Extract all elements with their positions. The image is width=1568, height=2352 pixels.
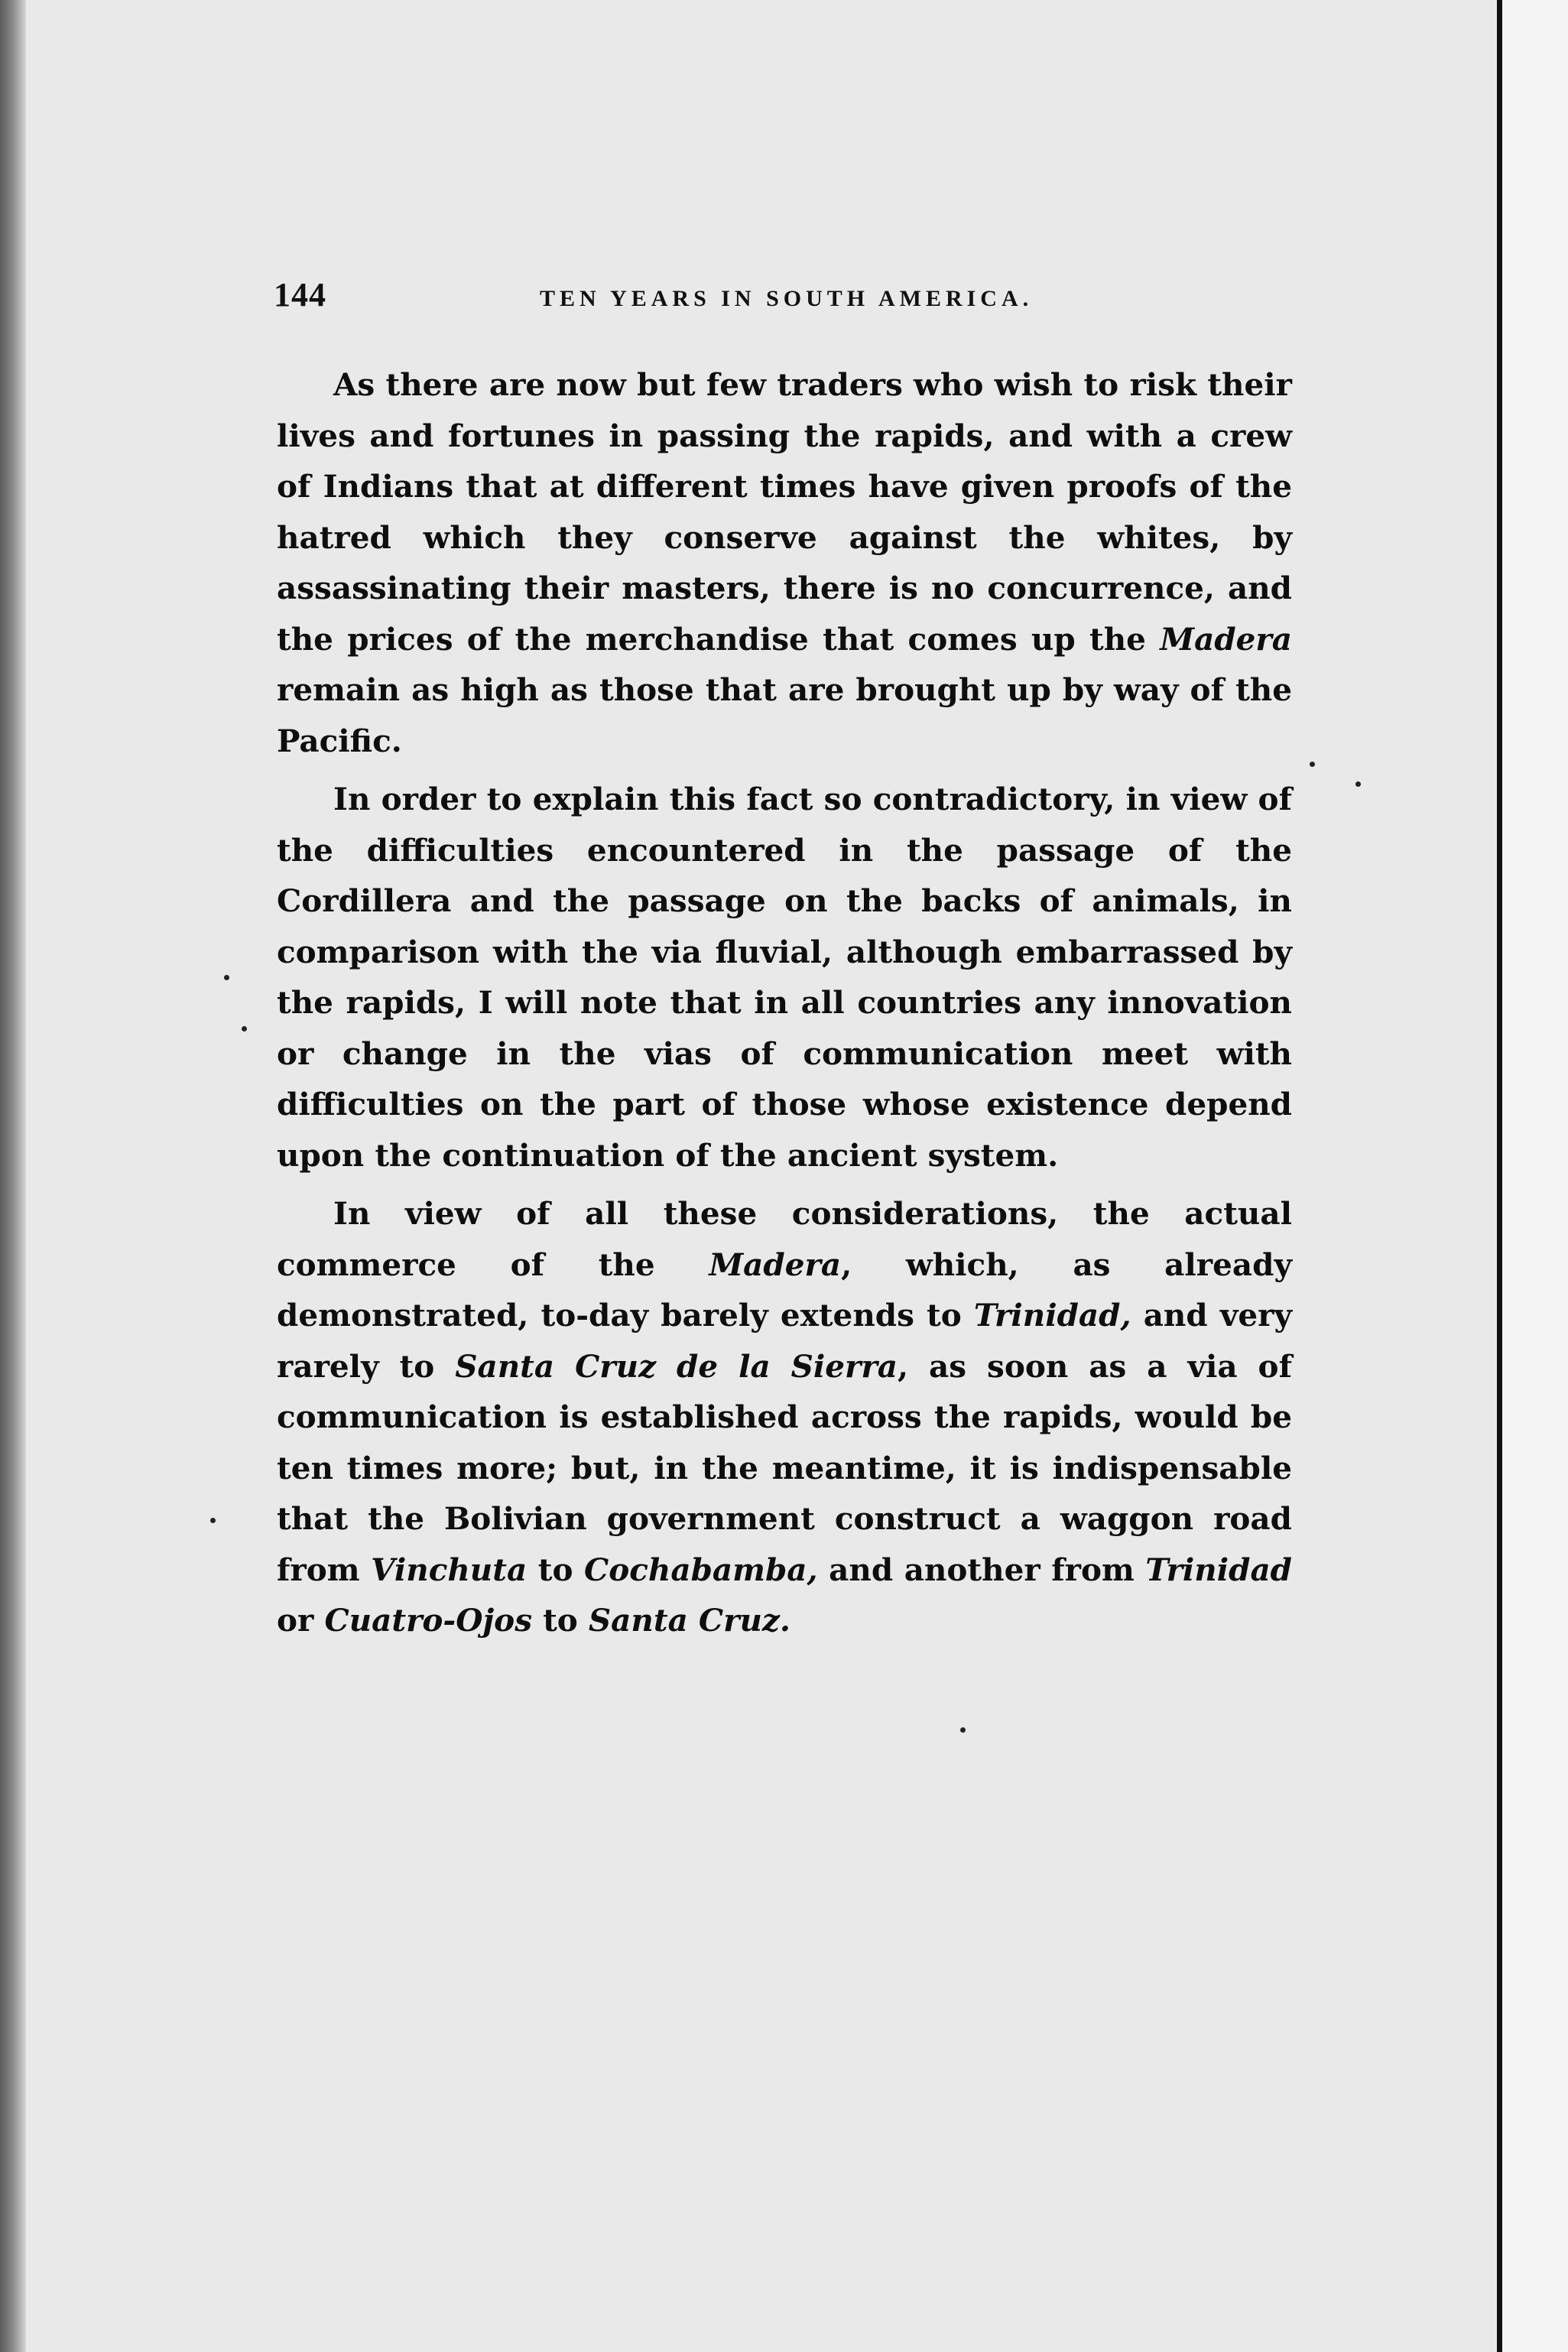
paragraph-3-italic-cuatro-ojos: Cuatro-Ojos	[324, 1602, 532, 1639]
running-title: TEN YEARS IN SOUTH AMERICA.	[540, 286, 1034, 311]
paragraph-3-text-5: to	[527, 1551, 584, 1588]
page-edge-line	[1497, 0, 1502, 2352]
paragraph-3-italic-madera: Madera	[709, 1246, 842, 1283]
paragraph-2-text-1: In order to explain this fact so contradictory, in view of the difficulties encountered in the passage of the Cordillera and the passage on the backs of animals, in comparison with the via fluvial, although embarrassed by the rapids, I will note that in all countries any innovation or change in the vias of communication meet with difficulties on the part of those whose existence depend upon the continuation of the ancient system.	[277, 781, 1292, 1174]
paragraph-3-text-6: and another from	[817, 1551, 1146, 1588]
paragraph-3-text-2: , which, as already demonstrated, to-day barely extends to	[277, 1246, 1292, 1334]
paragraph-3-text-8: to	[532, 1602, 589, 1639]
print-speck	[224, 975, 229, 980]
paragraph-1-italic-madera: Madera	[1160, 620, 1292, 658]
print-speck	[242, 1026, 247, 1031]
paragraph-1	[277, 359, 1292, 766]
page-number: 144	[274, 276, 326, 313]
page-header	[274, 275, 1298, 321]
paragraph-3-italic-santa-cruz-de-la-sierra: Santa Cruz de la Sierra	[455, 1347, 898, 1385]
print-speck	[1355, 781, 1361, 787]
paragraph-3-text-4: , as soon as a via of communication is established across the rapids, would be ten times more; but, in the meantime, it is indispensable that the Bolivian government construct a waggon road from	[277, 1347, 1292, 1588]
print-speck	[210, 1518, 216, 1523]
right-margin	[1497, 0, 1568, 2352]
paragraph-2	[277, 774, 1292, 1181]
paragraph-3-text-7: or	[277, 1602, 325, 1639]
paragraph-3	[277, 1188, 1292, 1646]
paragraph-1-text-1: As there are now but few traders who wish to risk their lives and fortunes in passing the rapids, and with a crew of Indians that at different times have given proofs of the hatred which they conserve against the whites, by assassinating their masters, there is no concurrence, and the prices of the merchandise that comes up the	[277, 366, 1292, 658]
paragraph-3-italic-trinidad-2: Trinidad	[1145, 1551, 1292, 1588]
paragraph-3-text-1: In view of all these considerations, the actual commerce of the	[277, 1195, 1292, 1283]
paragraph-3-italic-cochabamba: Cochabamba,	[583, 1551, 818, 1588]
paragraph-3-italic-santa-cruz: Santa Cruz.	[588, 1602, 791, 1639]
print-speck	[1310, 762, 1315, 767]
paragraph-1-text-2: remain as high as those that are brought up by way of the Pacific.	[277, 671, 1292, 759]
paragraph-3-italic-trinidad: Trinidad,	[973, 1297, 1131, 1334]
body-text	[277, 359, 1292, 1654]
page-binding-edge	[0, 0, 26, 2352]
print-speck	[960, 1727, 966, 1733]
paragraph-3-italic-vinchuta: Vinchuta	[371, 1551, 528, 1588]
paragraph-3-text-3: and very rarely to	[277, 1297, 1292, 1385]
